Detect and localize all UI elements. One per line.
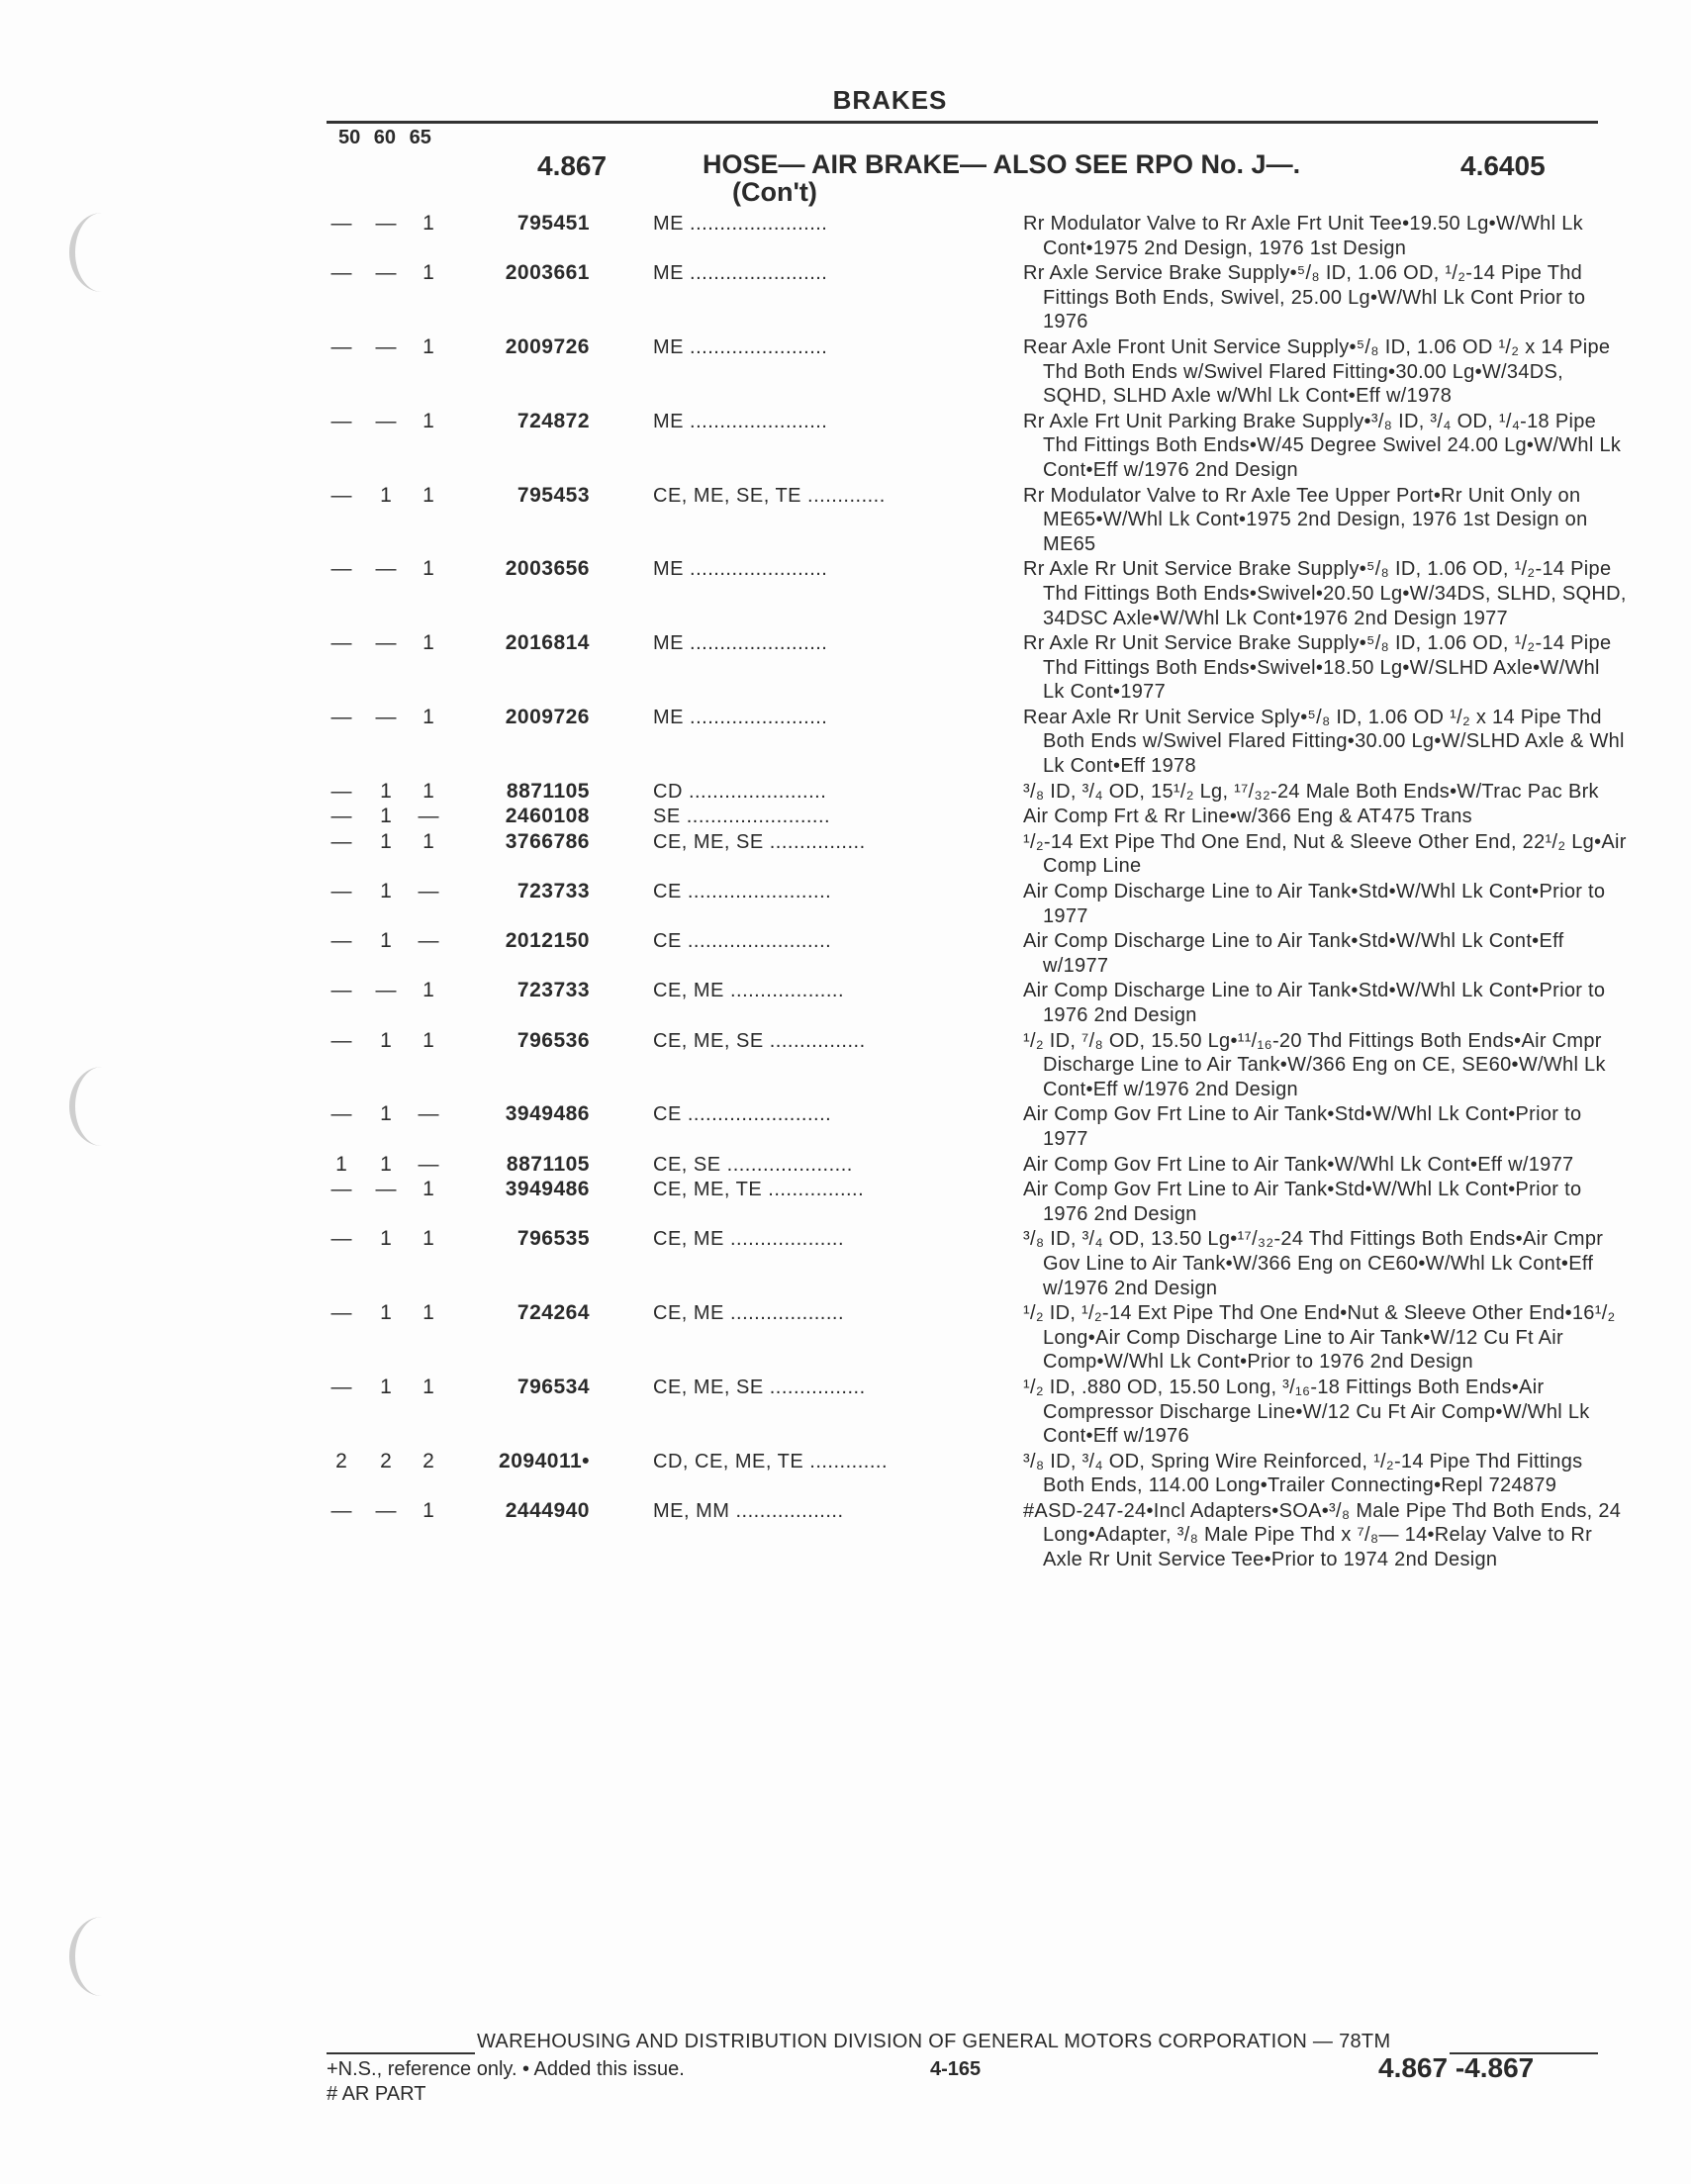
quantity-50: — — [330, 409, 352, 432]
quantity-65: 1 — [423, 1227, 434, 1251]
quantity-65: 1 — [423, 1498, 434, 1522]
model-codes: CE, ME, SE ................ — [653, 1029, 866, 1052]
quantity-65: — — [418, 880, 439, 903]
model-codes: CE ........................ — [653, 1103, 832, 1126]
part-description: Rr Axle Service Brake Supply•⁵/₈ ID, 1.06 OD, ¹/₂-14 Pipe Thd Fittings Both Ends, Swivel, 25.00 Lg•W/Whl Lk Cont Prior to 1976 — [1023, 262, 1586, 333]
quantity-50: — — [330, 805, 352, 828]
part-description: Air Comp Frt & Rr Line•w/366 Eng & AT475 Trans — [1023, 806, 1472, 828]
quantity-65: 1 — [423, 409, 434, 432]
part-number: 2460108 — [505, 805, 590, 828]
model-codes: CE, ME, TE ................ — [653, 1179, 865, 1201]
footer-legend: +N.S., reference only. • Added this issue. — [327, 2058, 685, 2080]
quantity-60: 2 — [380, 1449, 392, 1472]
part-description: Air Comp Gov Frt Line to Air Tank•Std•W/Whl Lk Cont•Prior to 1977 — [1023, 1103, 1582, 1150]
section-number-right: 4.6405 — [1460, 150, 1546, 181]
quantity-65: 1 — [423, 261, 434, 285]
model-codes: CE, ME ................... — [653, 980, 845, 1002]
part-description: ³/₈ ID, ³/₄ OD, 15¹/₂ Lg, ¹⁷/₃₂-24 Male Both Ends•W/Trac Pac Brk — [1023, 780, 1599, 803]
parts-row — [327, 557, 1627, 630]
parts-row — [327, 334, 1611, 409]
quantity-50: — — [330, 557, 352, 581]
part-description: ¹/₂-14 Ext Pipe Thd One End, Nut & Sleeve Other End, 22¹/₂ Lg•Air Comp Line — [1023, 830, 1627, 878]
part-number: 2009726 — [505, 334, 590, 358]
section-title-cont: (Con't) — [732, 177, 817, 207]
part-number: 2009726 — [505, 705, 590, 728]
parts-row — [327, 409, 1622, 483]
quantity-60: 1 — [380, 829, 392, 853]
quantity-50: — — [330, 1028, 352, 1052]
quantity-50: — — [330, 1102, 352, 1126]
quantity-50: — — [330, 979, 352, 1002]
part-number: 2016814 — [505, 631, 590, 655]
quantity-60: — — [375, 212, 397, 235]
part-description: Air Comp Discharge Line to Air Tank•Std•W/Whl Lk Cont•Prior to 1977 — [1023, 881, 1606, 927]
quantity-65: 1 — [423, 631, 434, 655]
quantity-60: 1 — [380, 1028, 392, 1052]
parts-row — [327, 1227, 1603, 1300]
quantity-60: 1 — [380, 929, 392, 953]
quantity-50: — — [330, 929, 352, 953]
quantity-65: 2 — [423, 1449, 434, 1472]
quantity-65: 1 — [423, 705, 434, 728]
part-number: 795453 — [517, 483, 590, 507]
year-columns-header: 50 60 65 — [338, 127, 431, 148]
parts-row — [327, 1376, 1603, 1449]
model-codes: ME ....................... — [653, 558, 828, 581]
part-number: 796534 — [517, 1375, 590, 1398]
parts-row — [327, 1178, 1603, 1226]
part-description: ¹/₂ ID, .880 OD, 15.50 Long, ³/₁₆-18 Fittings Both Ends•Air Compressor Discharge Line•W/12 Cu Ft Air Comp•W/Whl Lk Cont•Eff w/1976 — [1023, 1376, 1590, 1448]
parts-row — [327, 1153, 1603, 1178]
quantity-50: — — [330, 212, 352, 235]
quantity-60: — — [375, 409, 397, 432]
quantity-50: — — [330, 779, 352, 803]
quantity-60: — — [375, 557, 397, 581]
model-codes: CE, ME ................... — [653, 1302, 845, 1325]
footer-rule-left — [327, 2052, 475, 2054]
quantity-50: — — [330, 1498, 352, 1522]
footer-section-range: 4.867 -4.867 — [1378, 2052, 1535, 2083]
part-number: 3949486 — [505, 1178, 590, 1201]
part-number: 2003661 — [505, 261, 590, 285]
part-number: 8871105 — [506, 1152, 590, 1176]
parts-row — [327, 805, 1603, 829]
part-number: 2003656 — [505, 557, 590, 581]
header-rule — [327, 121, 1598, 124]
part-description: ¹/₂ ID, ⁷/₈ OD, 15.50 Lg•¹¹/₁₆-20 Thd Fittings Both Ends•Air Cmpr Discharge Line to Air Tank•W/366 Eng on CE, SE60•W/Whl Lk Cont•Eff w/1976 2nd Design — [1023, 1029, 1606, 1100]
model-codes: CE ........................ — [653, 881, 832, 903]
page-number: 4-165 — [930, 2058, 982, 2080]
parts-list — [327, 212, 1627, 1573]
parts-row — [327, 829, 1627, 879]
quantity-60: — — [375, 705, 397, 728]
quantity-60: — — [375, 979, 397, 1002]
part-number: 723733 — [517, 979, 590, 1002]
model-codes: CE, ME ................... — [653, 1228, 845, 1251]
part-description: Rr Modulator Valve to Rr Axle Tee Upper Port•Rr Unit Only on ME65•W/Whl Lk Cont•1975 2nd Design, 1976 1st Design on ME65 — [1023, 484, 1588, 555]
binder-hole-top — [69, 213, 135, 292]
quantity-50: — — [330, 1227, 352, 1251]
quantity-60: — — [375, 1178, 397, 1201]
quantity-65: — — [418, 929, 439, 953]
quantity-50: — — [330, 334, 352, 358]
part-number: 724872 — [517, 409, 590, 432]
part-number: 3766786 — [505, 829, 590, 853]
quantity-65: 1 — [423, 779, 434, 803]
section-title — [703, 150, 1300, 206]
model-codes: CD, CE, ME, TE ............. — [653, 1450, 888, 1472]
model-codes: ME ....................... — [653, 213, 828, 235]
footer-ar-legend: # AR PART — [327, 2083, 426, 2105]
quantity-50: — — [330, 1178, 352, 1201]
model-codes: CE, ME, SE ................ — [653, 830, 866, 853]
part-description: Air Comp Discharge Line to Air Tank•Std•W/Whl Lk Cont•Prior to 1976 2nd Design — [1023, 980, 1606, 1026]
quantity-60: — — [375, 261, 397, 285]
part-number: 3949486 — [505, 1102, 590, 1126]
part-number: 2094011• — [499, 1449, 590, 1472]
quantity-65: 1 — [423, 334, 434, 358]
quantity-65: 1 — [423, 1375, 434, 1398]
part-number: 795451 — [517, 212, 590, 235]
model-codes: CD ....................... — [653, 780, 827, 803]
model-codes: CE, ME, SE ................ — [653, 1376, 866, 1398]
quantity-60: — — [375, 631, 397, 655]
quantity-50: — — [330, 705, 352, 728]
quantity-65: 1 — [423, 1178, 434, 1201]
parts-row — [327, 1498, 1622, 1572]
part-description: Rr Axle Rr Unit Service Brake Supply•⁵/₈ ID, 1.06 OD, ¹/₂-14 Pipe Thd Fittings Both Ends•Swivel•18.50 Lg•W/SLHD Axle•W/Whl Lk Cont•1977 — [1023, 632, 1612, 704]
model-codes: CE, SE ..................... — [653, 1153, 853, 1176]
quantity-65: — — [418, 805, 439, 828]
quantity-60: — — [375, 1498, 397, 1522]
parts-row — [327, 1301, 1616, 1375]
page-title: BRAKES — [832, 85, 948, 115]
quantity-65: 1 — [423, 1301, 434, 1325]
quantity-50: — — [330, 1375, 352, 1398]
part-description: #ASD-247-24•Incl Adapters•SOA•³/₈ Male Pipe Thd Both Ends, 24 Long•Adapter, ³/₈ Male Pipe Thd x ⁷/₈— 14•Relay Valve to Rr Axle Rr Unit Service Tee•Prior to 1974 2nd Design — [1023, 1499, 1622, 1571]
quantity-50: — — [330, 1301, 352, 1325]
section-title-main: HOSE— AIR BRAKE— ALSO SEE RPO No. J—. — [703, 149, 1301, 179]
model-codes: CE ........................ — [653, 930, 832, 953]
parts-row — [327, 1102, 1603, 1151]
model-codes: ME ....................... — [653, 262, 828, 285]
quantity-50: 1 — [335, 1152, 347, 1176]
part-description: Air Comp Discharge Line to Air Tank•Std•W/Whl Lk Cont•Eff w/1977 — [1023, 930, 1564, 977]
model-codes: ME, MM .................. — [653, 1499, 844, 1522]
quantity-65: 1 — [423, 212, 434, 235]
quantity-50: — — [330, 483, 352, 507]
parts-row — [327, 631, 1612, 705]
quantity-50: — — [330, 829, 352, 853]
parts-row — [327, 261, 1603, 334]
model-codes: ME ....................... — [653, 706, 828, 728]
quantity-60: 1 — [380, 779, 392, 803]
part-description: Rr Modulator Valve to Rr Axle Frt Unit Tee•19.50 Lg•W/Whl Lk Cont•1975 2nd Design, 1976 1st Design — [1023, 213, 1583, 259]
part-number: 796536 — [517, 1028, 590, 1052]
part-description: ³/₈ ID, ³/₄ OD, 13.50 Lg•¹⁷/₃₂-24 Thd Fittings Both Ends•Air Cmpr Gov Line to Air Tank•W/366 Eng on CE60•W/Whl Lk Cont•Eff w/1976 2nd Design — [1023, 1228, 1604, 1299]
part-number: 2444940 — [505, 1498, 590, 1522]
parts-row — [327, 780, 1603, 805]
part-description: Air Comp Gov Frt Line to Air Tank•W/Whl Lk Cont•Eff w/1977 — [1023, 1153, 1574, 1176]
quantity-65: 1 — [423, 483, 434, 507]
model-codes: CE, ME, SE, TE ............. — [653, 484, 886, 507]
model-codes: ME ....................... — [653, 335, 828, 358]
part-description: Rear Axle Front Unit Service Supply•⁵/₈ ID, 1.06 OD ¹/₂ x 14 Pipe Thd Both Ends w/Swivel Flared Fitting•30.00 Lg•W/34DS, SQHD, SLHD Axle w/Whl Lk Cont•Eff w/1978 — [1023, 335, 1611, 408]
quantity-60: 1 — [380, 483, 392, 507]
model-codes: SE ........................ — [653, 806, 831, 828]
footer-publisher: WAREHOUSING AND DISTRIBUTION DIVISION OF GENERAL MOTORS CORPORATION — 78TM — [477, 2031, 1391, 2052]
quantity-60: 1 — [380, 880, 392, 903]
parts-row — [327, 212, 1603, 260]
quantity-65: — — [418, 1152, 439, 1176]
part-number: 723733 — [517, 880, 590, 903]
quantity-65: 1 — [423, 557, 434, 581]
parts-row — [327, 880, 1606, 928]
parts-row — [327, 705, 1625, 779]
part-description: Rear Axle Rr Unit Service Sply•⁵/₈ ID, 1.06 OD ¹/₂ x 14 Pipe Thd Both Ends w/Swivel Flared Fitting•30.00 Lg•W/SLHD Axle & Whl Lk Cont•Eff 1978 — [1023, 706, 1625, 778]
quantity-60: 1 — [380, 1227, 392, 1251]
part-number: 724264 — [517, 1301, 590, 1325]
quantity-60: 1 — [380, 1301, 392, 1325]
quantity-50: — — [330, 880, 352, 903]
part-description: Rr Axle Frt Unit Parking Brake Supply•³/₈ ID, ³/₄ OD, ¹/₄-18 Pipe Thd Fittings Both Ends•W/45 Degree Swivel 24.00 Lg•W/Whl Lk Cont•Eff w/1976 2nd Design — [1023, 410, 1622, 481]
quantity-65: 1 — [423, 979, 434, 1002]
part-number: 8871105 — [506, 779, 590, 803]
part-description: ³/₈ ID, ³/₄ OD, Spring Wire Reinforced, ¹/₂-14 Pipe Thd Fittings Both Ends, 114.00 Long•Trailer Connecting•Repl 724879 — [1023, 1450, 1583, 1497]
part-description: Rr Axle Rr Unit Service Brake Supply•⁵/₈ ID, 1.06 OD, ¹/₂-14 Pipe Thd Fittings Both Ends•Swivel•20.50 Lg•W/34DS, SLHD, SQHD, 34DSC Axle•W/Whl Lk Cont•1976 2nd Design 1977 — [1023, 558, 1627, 629]
quantity-60: 1 — [380, 1152, 392, 1176]
parts-row — [327, 979, 1606, 1027]
model-codes: ME ....................... — [653, 632, 828, 655]
quantity-60: 1 — [380, 1375, 392, 1398]
part-description: ¹/₂ ID, ¹/₂-14 Ext Pipe Thd One End•Nut & Sleeve Other End•16¹/₂ Long•Air Comp Discharge Line to Air Tank•W/12 Cu Ft Air Comp•W/Whl Lk Cont•Prior to 1976 2nd Design — [1023, 1302, 1616, 1374]
quantity-60: 1 — [380, 805, 392, 828]
quantity-50: — — [330, 631, 352, 655]
binder-hole-middle — [69, 1067, 135, 1146]
quantity-50: — — [330, 261, 352, 285]
parts-row — [327, 1028, 1606, 1102]
part-number: 2012150 — [505, 929, 590, 953]
part-number: 796535 — [517, 1227, 590, 1251]
binder-hole-bottom — [69, 1917, 135, 1996]
quantity-50: 2 — [335, 1449, 347, 1472]
quantity-65: — — [418, 1102, 439, 1126]
parts-row — [327, 484, 1603, 557]
quantity-60: — — [375, 334, 397, 358]
part-description: Air Comp Gov Frt Line to Air Tank•Std•W/Whl Lk Cont•Prior to 1976 2nd Design — [1023, 1179, 1582, 1225]
parts-row — [327, 1450, 1603, 1498]
quantity-60: 1 — [380, 1102, 392, 1126]
quantity-65: 1 — [423, 1028, 434, 1052]
model-codes: ME ....................... — [653, 410, 828, 432]
section-number-left: 4.867 — [537, 150, 608, 181]
parts-row — [327, 929, 1603, 978]
quantity-65: 1 — [423, 829, 434, 853]
